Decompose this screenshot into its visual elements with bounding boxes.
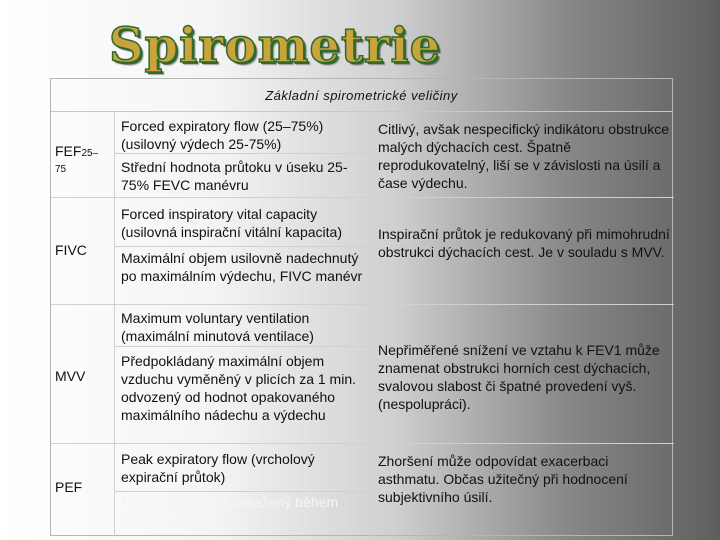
pef-note: Zhoršení může odpovídat exacerbaci asthmatu. Občas užitečný při hodnocení subjektivního úsilí. [378,453,628,505]
slide-title: Spirometrie [108,18,442,74]
spirometry-table [50,78,673,536]
cell-divider [114,246,371,247]
fef-description-en: Forced expiratory flow (25–75%) (usilovný výdech 25-75%) [121,118,324,152]
abbr-fivc: FIVC [55,242,87,258]
table-header: Základní spirometrické veličiny [51,79,672,112]
fivc-note: Inspirační průtok je redukovaný při mimohrudní obstrukci dýchacích cest. Je v souladu s MVV. [378,226,670,260]
mvv-description-en: Maximum voluntary ventilation (maximální minutová ventilace) [121,310,314,344]
cell-divider [114,491,371,492]
fivc-description-en: Forced inspiratory vital capacity (usilovná inspirační vitální kapacita) [121,206,342,240]
mvv-description-cz: Předpokládaný maximální objem vzduchu vyměněný v plicích za 1 min. odvozený od hodnot opakovaného maximálního nádechu a výdechu [121,353,356,423]
pef-description-en: Peak expiratory flow (vrcholový expirační průtok) [121,451,315,485]
mvv-note: Nepřiměřené snížení ve vztahu k FEV1 může znamenat obstrukci horních cest dýchacích, svalovou slabost či špatné provedení vyš. (nespolupráci). [378,342,660,412]
cell-divider [114,346,371,347]
row-divider [51,197,674,198]
fef-description-cz: Střední hodnota průtoku v úseku 25-75% FEVC manévru [121,159,348,193]
row-divider [51,304,674,305]
row-divider [51,443,674,444]
abbr-fef: FEF25– 75 [55,143,99,175]
cell-divider [114,153,371,154]
fef-note: Citlivý, avšak nespecifický indikátoru obstrukce malých dýchacích cest. Špatně reprodukovatelný, liší se v závislosti na úsilí a čase výdechu. [378,121,670,191]
pef-description-cz: Maximální průtok dosažený během FEVC manévru [121,494,339,528]
abbr-mvv: MVV [55,368,86,384]
fivc-description-cz: Maximální objem usilovně nadechnutý po maximálním výdechu, FIVC manévr [121,250,363,284]
abbr-pef: PEF [55,479,83,495]
